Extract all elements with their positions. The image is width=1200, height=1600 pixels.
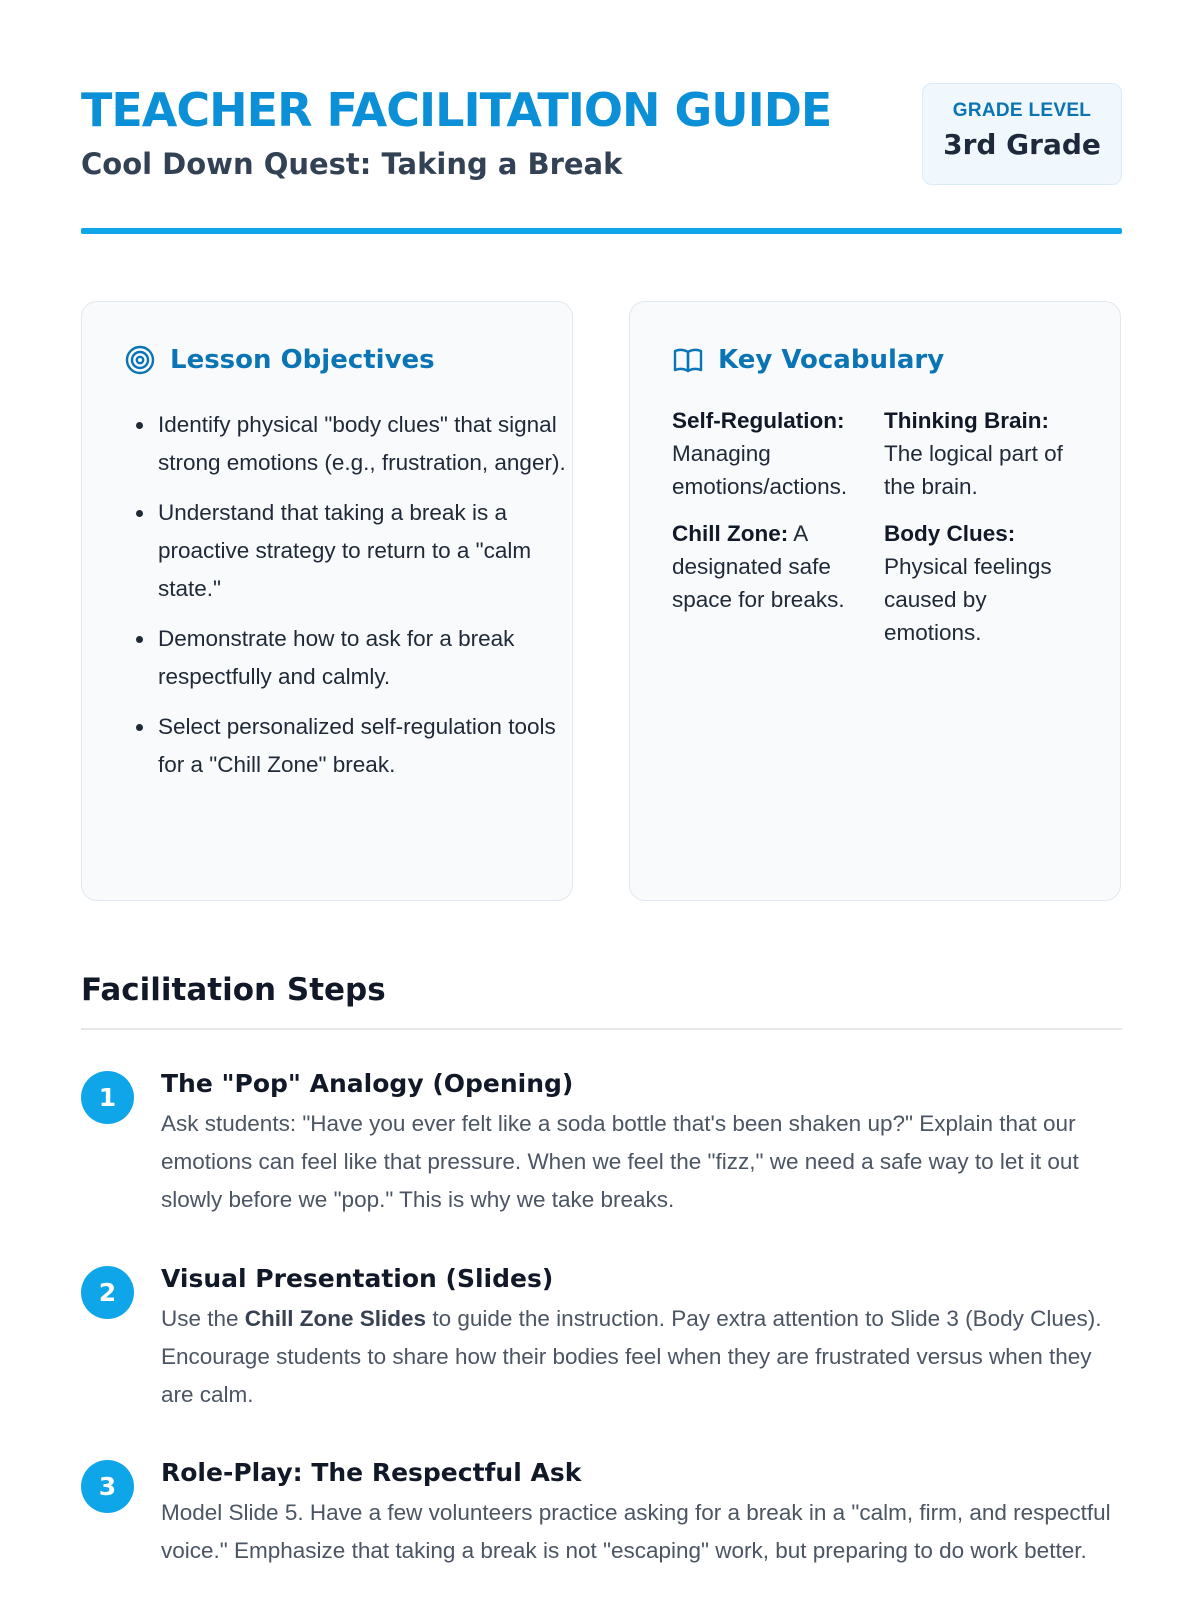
step-description: [161, 1300, 1121, 1414]
key-vocabulary-title: Key Vocabulary: [718, 345, 945, 375]
objective-item: • Understand that taking a break is a proactive strategy to return to a "calm state.": [156, 494, 576, 608]
vocabulary-grid: [672, 404, 1092, 649]
step-number-badge: 3: [81, 1460, 134, 1513]
facilitation-steps-heading: Facilitation Steps: [81, 972, 386, 1008]
objective-item: • Identify physical "body clues" that signal strong emotions (e.g., frustration, anger).: [156, 406, 576, 482]
step-title: Visual Presentation (Slides): [161, 1264, 554, 1293]
lesson-objectives-heading: [124, 344, 435, 376]
grade-level-label: GRADE LEVEL: [952, 100, 1092, 121]
step-description-text: Model Slide 5. Have a few volunteers practice asking for a break in a "calm, firm, and respectful voice." Emphasize that taking a break is not "escaping" work, but preparing to do work better.: [161, 1500, 1111, 1563]
step-number-badge: 2: [81, 1266, 134, 1319]
vocab-entry: [884, 517, 1084, 649]
vocab-definition: A designated safe space for breaks.: [672, 521, 845, 612]
page-header: [81, 82, 1122, 192]
step-description: [161, 1494, 1121, 1570]
objective-item: • Demonstrate how to ask for a break respectfully and calmly.: [156, 620, 576, 696]
step-description-emphasis: Chill Zone Slides: [244, 1306, 427, 1331]
header-divider: [81, 228, 1122, 234]
page-subtitle: Cool Down Quest: Taking a Break: [81, 147, 623, 181]
vocab-term: Chill Zone:: [672, 521, 789, 546]
page-title: TEACHER FACILITATION GUIDE: [81, 83, 832, 137]
step-number-badge: 1: [81, 1071, 134, 1124]
objective-item: • Select personalized self-regulation tools for a "Chill Zone" break.: [156, 708, 576, 784]
step-title: Role-Play: The Respectful Ask: [161, 1458, 582, 1487]
vocab-term: Body Clues:: [884, 521, 1016, 546]
key-vocabulary-card: [629, 301, 1121, 901]
vocab-entry: [672, 517, 884, 649]
grade-level-value: 3rd Grade: [943, 128, 1101, 161]
step-title: The "Pop" Analogy (Opening): [161, 1069, 574, 1098]
grade-level-badge: [922, 83, 1122, 185]
step-description-text: to guide the instruction. Pay extra attention to Slide 3 (Body Clues). Encourage students to share how their bodies feel when they are frustrated versus when they are calm.: [161, 1306, 1102, 1407]
vocab-definition: Managing emotions/actions.: [672, 441, 848, 499]
key-vocabulary-heading: [672, 344, 944, 376]
step-description-text: Use the: [161, 1306, 245, 1331]
vocab-entry: [884, 404, 1084, 503]
open-book-icon: [672, 344, 704, 376]
objectives-list: [124, 406, 576, 796]
target-icon: [124, 344, 156, 376]
vocab-definition: The logical part of the brain.: [884, 441, 1063, 499]
step-description: [161, 1105, 1121, 1219]
lesson-objectives-card: [81, 301, 573, 901]
vocab-term: Self-Regulation:: [672, 408, 845, 433]
vocab-entry: [672, 404, 884, 503]
lesson-objectives-title: Lesson Objectives: [170, 345, 435, 375]
step-description-text: Ask students: "Have you ever felt like a soda bottle that's been shaken up?" Explain that our emotions can feel like that pressure. When we feel the "fizz," we need a safe way to let it out slowly before we "pop." This is why we take breaks.: [161, 1111, 1079, 1212]
vocab-definition: Physical feelings caused by emotions.: [884, 554, 1052, 645]
vocab-term: Thinking Brain:: [884, 408, 1049, 433]
steps-divider: [81, 1028, 1122, 1030]
